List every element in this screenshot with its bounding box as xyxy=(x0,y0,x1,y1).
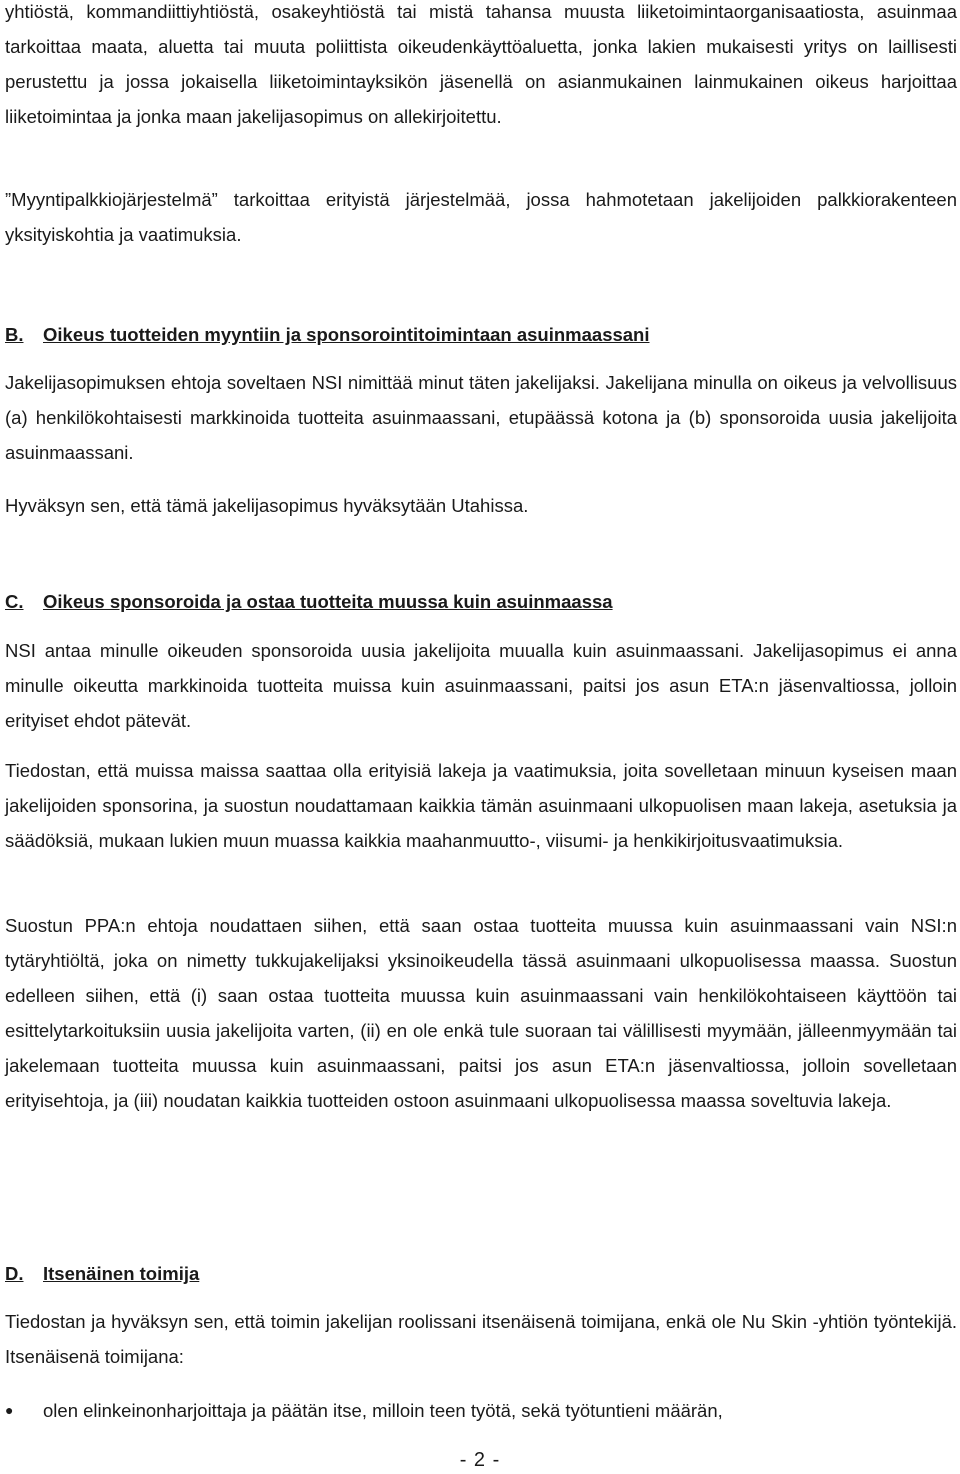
section-d-letter: D. xyxy=(5,1263,24,1284)
section-c-heading xyxy=(5,588,613,616)
section-b-letter: B. xyxy=(5,324,24,345)
list-item xyxy=(5,1395,957,1426)
section-b-paragraph-2: Hyväksyn sen, että tämä jakelijasopimus hyväksytään Utahissa. xyxy=(5,495,529,516)
section-d-paragraph-1: Tiedostan ja hyväksyn sen, että toimin jakelijan roolissani itsenäisenä toimijana, enkä ole Nu Skin -yhtiön työntekijä. Itsenäisenä toimijana: xyxy=(5,1311,957,1367)
section-b-title: Oikeus tuotteiden myyntiin ja sponsorointitoimintaan asuinmaassani xyxy=(43,324,650,345)
list-item-text: olen elinkeinonharjoittaja ja päätän itse, milloin teen työtä, sekä työtuntieni määrän, xyxy=(43,1400,723,1421)
section-b-heading xyxy=(5,321,650,349)
paragraph-company-definition: yhtiöstä, kommandiittiyhtiöstä, osakeyhtiöstä tai mistä tahansa muusta liiketoimintaorganisaatiosta, asuinmaa tarkoittaa maata, aluetta tai muuta poliittista oikeudenkäyttöaluetta, jonka lakien mukaisesti yritys on laillisesti perustettu ja jossa jokaisella liiketoimintayksikön jäsenellä on asianmukainen lainmukainen oikeus harjoittaa liiketoimintaa ja jonka maan jakelijasopimus on allekirjoitettu. xyxy=(5,1,957,127)
bullet-icon: ● xyxy=(5,1402,14,1418)
section-d-title: Itsenäinen toimija xyxy=(43,1263,200,1284)
section-c-paragraph-1: NSI antaa minulle oikeuden sponsoroida uusia jakelijoita muualla kuin asuinmaassani. Jakelijasopimus ei anna minulle oikeutta markkinoida tuotteita muissa kuin asuinmaassani, paitsi jos asun ETA:n jäsenvaltiossa, jolloin erityiset ehdot pätevät. xyxy=(5,640,957,731)
page-number: - 2 - xyxy=(459,1449,501,1471)
section-d-heading xyxy=(5,1260,199,1288)
section-c-paragraph-3: Suostun PPA:n ehtoja noudattaen siihen, että saan ostaa tuotteita muussa kuin asuinmaassani vain NSI:n tytäryhtiöltä, joka on nimetty tukkujakelijaksi yksinoikeudella tässä asuinmaani ulkopuolisessa maassa. Suostun edelleen siihen, että (i) saan ostaa tuotteita muussa kuin asuinmaassani vain henkilökohtaiseen käyttöön tai esittelytarkoituksiin uusia jakelijoita varten, (ii) en ole enkä tule suoraan tai välillisesti myymään, jälleenmyymään tai jakelemaan tuotteita muussa kuin asuinmaassani, paitsi jos asun ETA:n jäsenvaltiossa, jolloin sovelletaan erityisehtoja, ja (iii) noudatan kaikkia tuotteiden ostoon asuinmaani ulkopuolisessa maassa soveltuvia lakeja. xyxy=(5,915,957,1111)
section-c-paragraph-2: Tiedostan, että muissa maissa saattaa olla erityisiä lakeja ja vaatimuksia, joita sovelletaan minuun kyseisen maan jakelijoiden sponsorina, ja suostun noudattamaan kaikkia tämän asuinmaani ulkopuolisen maan lakeja, asetuksia ja säädöksiä, mukaan lukien muun muassa kaikkia maahanmuutto-, viisumi- ja henkikirjoitusvaatimuksia. xyxy=(5,760,957,851)
section-b-paragraph-1: Jakelijasopimuksen ehtoja soveltaen NSI nimittää minut täten jakelijaksi. Jakelijana minulla on oikeus ja velvollisuus (a) henkilökohtaisesti markkinoida tuotteita asuinmaassani, etupäässä kotona ja (b) sponsoroida uusia jakelijoita asuinmaassani. xyxy=(5,372,957,463)
section-c-letter: C. xyxy=(5,591,24,612)
paragraph-compensation-plan-definition: ”Myyntipalkkiojärjestelmä” tarkoittaa erityistä järjestelmää, jossa hahmotetaan jakelijoiden palkkiorakenteen yksityiskohtia ja vaatimuksia. xyxy=(5,189,957,245)
section-c-title: Oikeus sponsoroida ja ostaa tuotteita muussa kuin asuinmaassa xyxy=(43,591,613,612)
